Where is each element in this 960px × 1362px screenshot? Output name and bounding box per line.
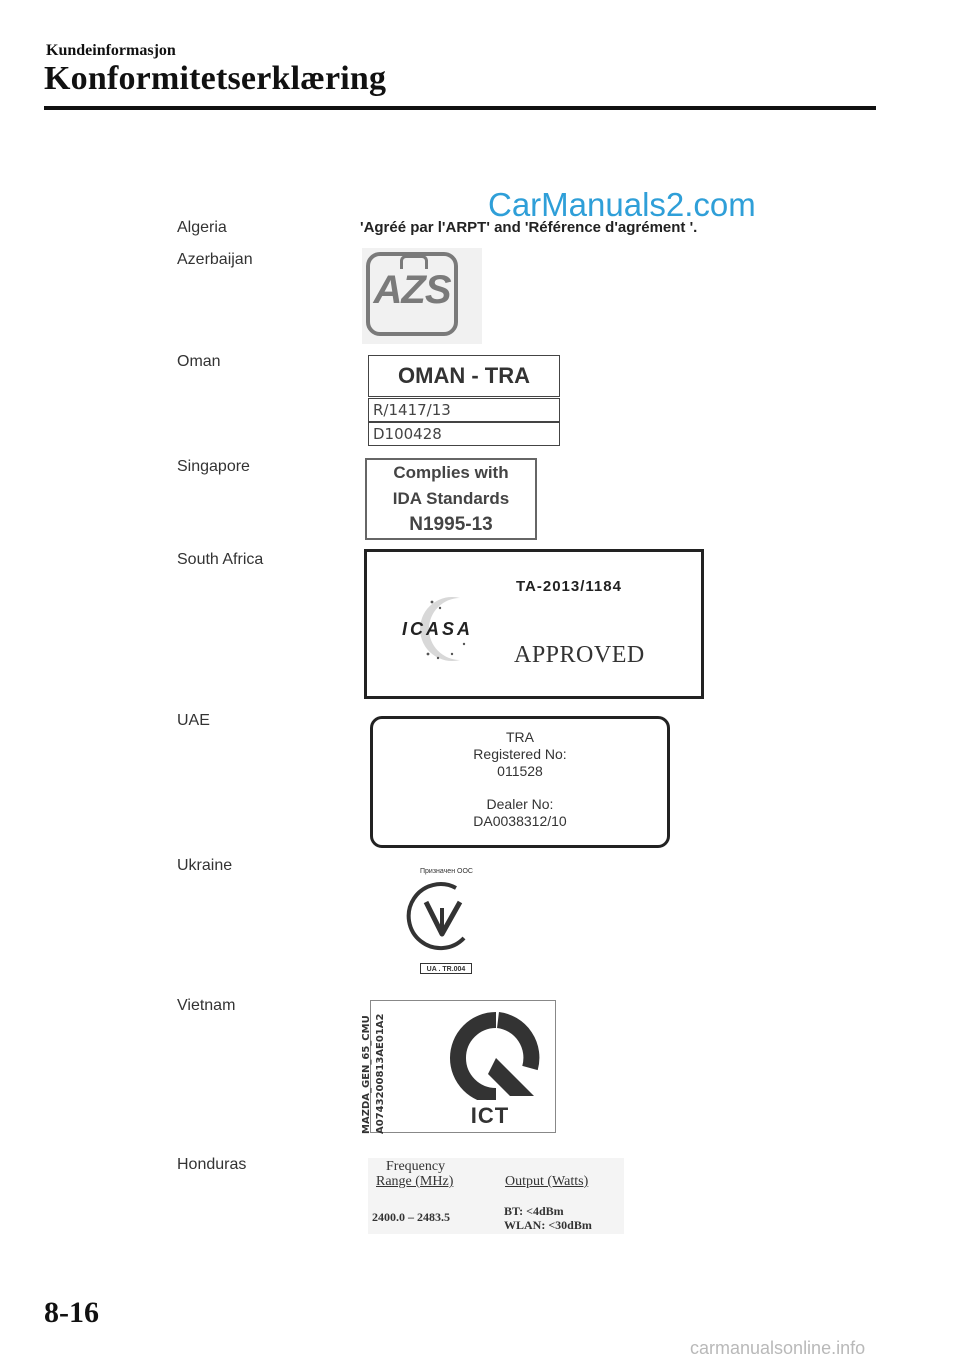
vietnam-vertical-line-1: MAZDA_GEN_65_CMU xyxy=(361,1015,372,1134)
page-title: Konformitetserklæring xyxy=(44,60,387,97)
country-uae: UAE xyxy=(177,712,210,729)
section-label: Kundeinformasjon xyxy=(46,42,176,59)
country-vietnam: Vietnam xyxy=(177,997,236,1014)
oman-label-title: OMAN - TRA xyxy=(368,355,560,397)
vietnam-cr-logo-icon xyxy=(438,1012,550,1100)
vietnam-vertical-text xyxy=(360,1013,398,1134)
azs-logo-text: AZS xyxy=(373,268,451,312)
oman-label-row-2: D100428 xyxy=(368,422,560,446)
uae-line-2: Registered No: xyxy=(473,746,567,762)
header-divider xyxy=(44,106,876,110)
honduras-output-header: Output (Watts) xyxy=(505,1174,589,1189)
singapore-ida-label xyxy=(365,458,537,540)
ukraine-caption: Призначен ООС xyxy=(420,868,473,875)
watermark-text: CarManuals2.com xyxy=(488,186,756,223)
ukraine-code: UA . TR.004 xyxy=(420,963,472,974)
uae-line-5: DA0038312/10 xyxy=(473,813,567,829)
page-number: 8-16 xyxy=(44,1296,99,1329)
honduras-wlan-value: WLAN: <30dBm xyxy=(504,1218,592,1232)
honduras-freq-header-line-1: Frequency xyxy=(386,1159,446,1174)
country-singapore: Singapore xyxy=(177,458,250,475)
country-azerbaijan: Azerbaijan xyxy=(177,251,253,268)
oman-label-row-1: R/1417/13 xyxy=(368,398,560,422)
vietnam-vertical-line-2: A0743200813AE01A2 xyxy=(375,1013,386,1134)
country-algeria: Algeria xyxy=(177,219,227,236)
country-ukraine: Ukraine xyxy=(177,857,233,874)
singapore-line-2: IDA Standards xyxy=(392,489,510,508)
icasa-approval-number: TA-2013/1184 xyxy=(516,578,622,595)
singapore-line-3: N1995-13 xyxy=(409,514,493,535)
vietnam-ict-text: ICT xyxy=(470,1103,510,1128)
ukraine-conformity-icon xyxy=(404,878,478,960)
singapore-line-1: Complies with xyxy=(393,463,509,482)
country-oman: Oman xyxy=(177,353,221,370)
azs-logo-top-bracket xyxy=(400,255,428,269)
uae-line-1: TRA xyxy=(506,729,534,745)
icasa-logo-text: ICASA xyxy=(402,619,474,639)
uae-tra-label xyxy=(370,716,670,848)
country-honduras: Honduras xyxy=(177,1156,247,1173)
uae-line-3: 011528 xyxy=(497,763,543,779)
honduras-freq-header-line-2: Range (MHz) xyxy=(376,1174,454,1189)
footer-watermark: carmanualsonline.info xyxy=(690,1338,866,1358)
icasa-approved-text: APPROVED xyxy=(514,642,645,668)
honduras-range-value: 2400.0 – 2483.5 xyxy=(372,1210,450,1224)
country-south-africa: South Africa xyxy=(177,551,264,568)
algeria-approval-text: 'Agréé par l'ARPT' and 'Référence d'agrément '. xyxy=(360,219,698,236)
uae-line-4: Dealer No: xyxy=(486,796,554,812)
honduras-bt-value: BT: <4dBm xyxy=(504,1204,564,1218)
